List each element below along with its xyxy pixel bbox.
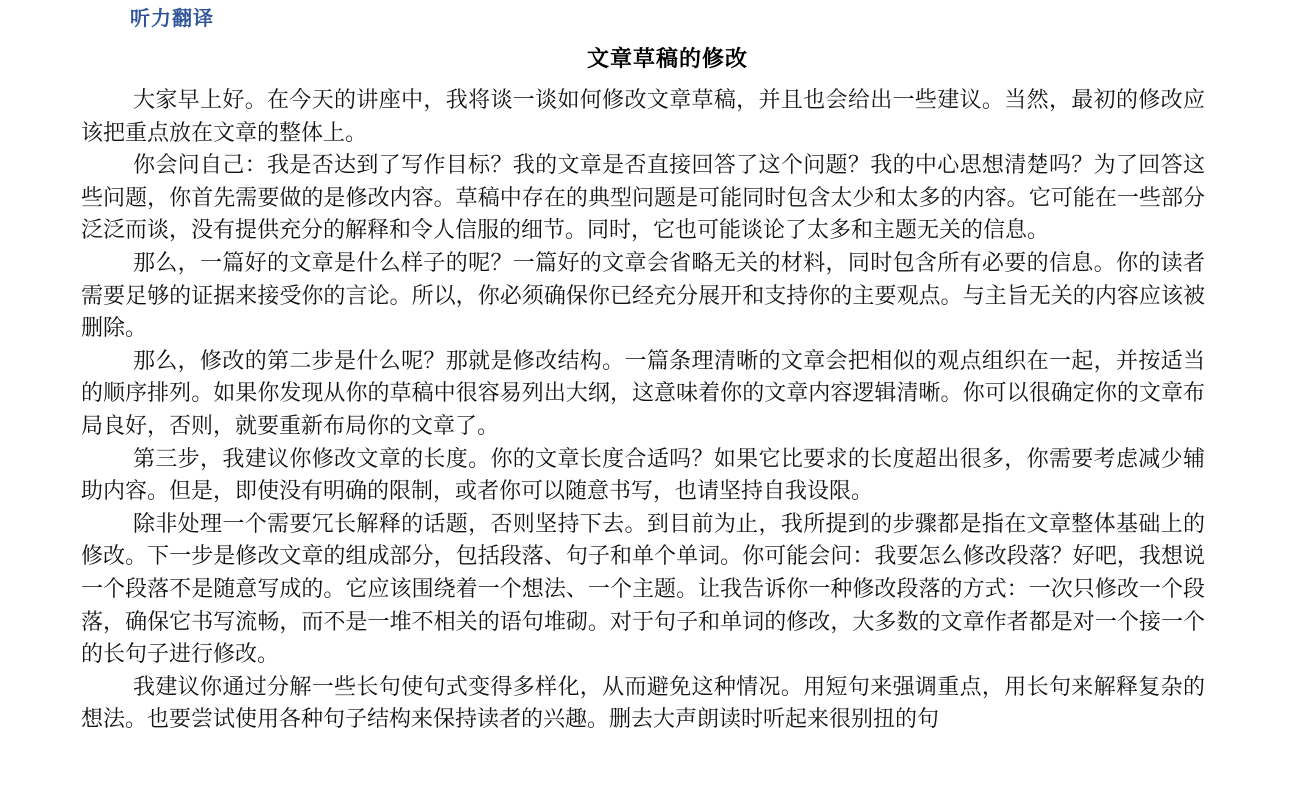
paragraph: 那么，一篇好的文章是什么样子的呢？一篇好的文章会省略无关的材料，同时包含所有必要的信息。你的读者需要足够的证据来接受你的言论。所以，你必须确保你已经充分展开和支持你的主要观点。与主旨无关的内容应该被删除。 — [81, 250, 1205, 342]
section-label: 听力翻译 — [130, 6, 214, 30]
paragraph: 大家早上好。在今天的讲座中，我将谈一谈如何修改文章草稿，并且也会给出一些建议。当然，最初的修改应该把重点放在文章的整体上。 — [81, 88, 1205, 146]
paragraph: 除非处理一个需要冗长解释的话题，否则坚持下去。到目前为止，我所提到的步骤都是指在文章整体基础上的修改。下一步是修改文章的组成部分，包括段落、句子和单个单词。你可能会问：我要怎么修改段落？好吧，我想说一个段落不是随意写成的。它应该围绕着一个想法、一个主题。让我告诉你一种修改段落的方式：一次只修改一个段落，确保它书写流畅，而不是一堆不相关的语句堆砌。对于句子和单词的修改，大多数的文章作者都是对一个接一个的长句子进行修改。 — [81, 511, 1205, 668]
paragraph: 我建议你通过分解一些长句使句式变得多样化，从而避免这种情况。用短句来强调重点，用长句来解释复杂的想法。也要尝试使用各种句子结构来保持读者的兴趣。删去大声朗读时听起来很别扭的句 — [81, 674, 1205, 733]
document-title: 文章草稿的修改 — [586, 47, 748, 72]
paragraph: 那么，修改的第二步是什么呢？那就是修改结构。一篇条理清晰的文章会把相似的观点组织在一起，并按适当的顺序排列。如果你发现从你的草稿中很容易列出大纲，这意味着你的文章内容逻辑清晰。你可以很确定你的文章布局良好，否则，就要重新布局你的文章了。 — [81, 348, 1205, 439]
paragraph: 你会问自己：我是否达到了写作目标？我的文章是否直接回答了这个问题？我的中心思想清楚吗？为了回答这些问题，你首先需要做的是修改内容。草稿中存在的典型问题是可能同时包含太少和太多的内容。它可能在一些部分泛泛而谈，没有提供充分的解释和令人信服的细节。同时，它也可能谈论了太多和主题无关的信息。 — [81, 153, 1205, 244]
document-body — [81, 85, 1205, 737]
paragraph: 第三步，我建议你修改文章的长度。你的文章长度合适吗？如果它比要求的长度超出很多，你需要考虑减少辅助内容。但是，即使没有明确的限制，或者你可以随意书写，也请坚持自我设限。 — [81, 446, 1205, 505]
